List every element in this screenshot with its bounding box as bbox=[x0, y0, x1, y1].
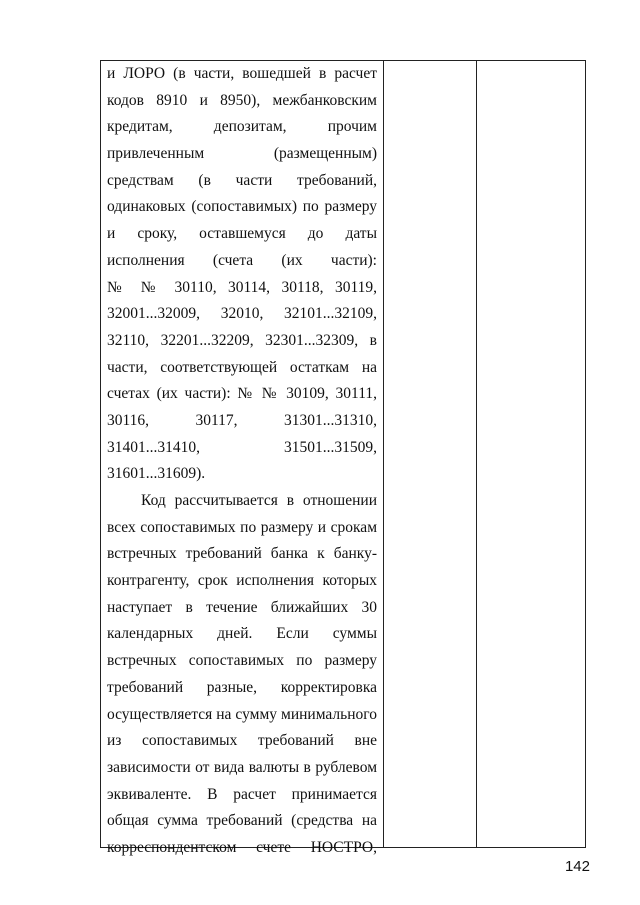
text-line: осуществляется на сумму минимального bbox=[107, 705, 377, 723]
text-line: и ЛОРО (в части, вошедшей в расчет bbox=[107, 65, 377, 82]
text-line: требований разные, корректировка bbox=[107, 678, 377, 696]
text-line: зависимости от вида валюты в рублевом bbox=[107, 758, 377, 776]
table-cell-description bbox=[101, 61, 384, 856]
text-line: контрагенту, срок исполнения которых bbox=[107, 572, 377, 590]
text-line: 32001...32009, 32010, 32101...32109, bbox=[107, 305, 377, 323]
text-line: из сопоставимых требований вне bbox=[107, 732, 377, 750]
text-line: № № 30110, 30114, 30118, 30119, bbox=[107, 278, 377, 296]
text-line: счетах (их части): № № 30109, 30111, bbox=[107, 385, 377, 403]
text-line: одинаковых (сопоставимых) по размеру bbox=[107, 198, 377, 216]
text-line: календарных дней. Если суммы bbox=[107, 625, 377, 643]
text-line: 31401...31410, 31501...31509, bbox=[107, 438, 377, 456]
page-number: 142 bbox=[564, 858, 590, 875]
text-line: общая сумма требований (средства на bbox=[107, 812, 377, 830]
text-line: части, соответствующей остаткам на bbox=[107, 358, 377, 376]
text-line: корреспондентском счете НОСТРО, bbox=[107, 838, 377, 856]
text-line: и сроку, оставшемуся до даты bbox=[107, 225, 377, 243]
table-cell-empty-middle bbox=[384, 61, 477, 847]
text-line: встречных сопоставимых по размеру bbox=[107, 652, 377, 670]
text-line: всех сопоставимых по размеру и срокам bbox=[107, 518, 377, 536]
cell-text bbox=[107, 61, 377, 862]
text-line: средствам (в части требований, bbox=[107, 171, 377, 189]
text-line: 32110, 32201...32209, 32301...32309, в bbox=[107, 331, 377, 349]
text-line: эквиваленте. В расчет принимается bbox=[107, 785, 377, 803]
text-line: наступает в течение ближайших 30 bbox=[107, 598, 377, 616]
text-line: привлеченным (размещенным) bbox=[107, 145, 377, 163]
text-line: 31601...31609). bbox=[107, 465, 206, 483]
text-line: Код рассчитывается в отношении bbox=[141, 492, 377, 509]
text-line: 30116, 30117, 31301...31310, bbox=[107, 411, 377, 429]
text-line: встречных требований банка к банку- bbox=[107, 545, 377, 563]
table-cell-empty-right bbox=[477, 61, 585, 847]
document-table bbox=[100, 60, 586, 856]
text-line: кодов 8910 и 8950), межбанковским bbox=[107, 91, 377, 109]
text-line: исполнения (счета (их части): bbox=[107, 251, 377, 269]
text-line: кредитам, депозитам, прочим bbox=[107, 118, 377, 136]
